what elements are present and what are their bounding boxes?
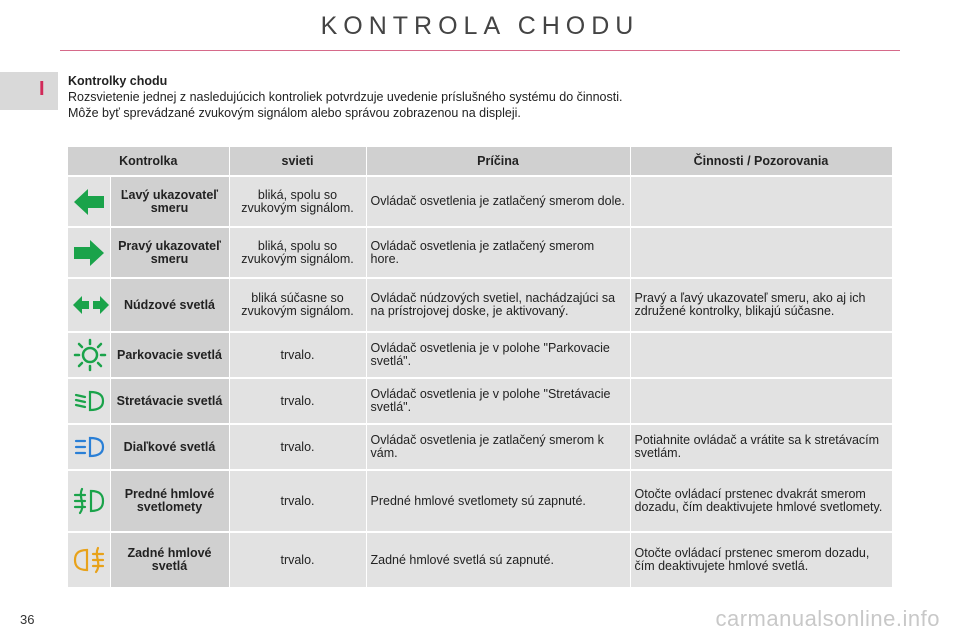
table-row [68, 378, 892, 424]
indicator-name: Ľavý ukazovateľ smeru [110, 176, 229, 227]
header-svieti: svieti [229, 147, 366, 176]
low-beam-icon [72, 389, 106, 413]
indicator-name: Zadné hmlové svetlá [110, 532, 229, 588]
page-title: KONTROLA CHODU [320, 12, 640, 40]
parking-lights-icon [72, 338, 106, 372]
table-row [68, 227, 892, 278]
indicator-name: Predné hmlové svetlomety [110, 470, 229, 532]
indicator-cause: Ovládač osvetlenia je v polohe "Stretávacie svetlá". [366, 378, 630, 424]
table-row [68, 532, 892, 588]
indicator-name: Stretávacie svetlá [110, 378, 229, 424]
intro-line-1: Rozsvietenie jednej z nasledujúcich kontroliek potvrdzuje uvedenie príslušného systému do činnosti. [68, 90, 623, 104]
table-row [68, 278, 892, 332]
indicator-lights-table [68, 147, 893, 589]
table-header-row [68, 147, 892, 176]
indicator-state: trvalo. [229, 332, 366, 378]
indicator-name: Pravý ukazovateľ smeru [110, 227, 229, 278]
title-divider [60, 50, 900, 51]
left-arrow-icon [72, 187, 106, 217]
indicator-name: Núdzové svetlá [110, 278, 229, 332]
indicator-cause: Ovládač osvetlenia je v polohe "Parkovacie svetlá". [366, 332, 630, 378]
high-beam-icon [72, 435, 106, 459]
header-cinnosti: Činnosti / Pozorovania [630, 147, 892, 176]
indicator-state: trvalo. [229, 470, 366, 532]
indicator-action: Potiahnite ovládač a vrátite sa k stretávacím svetlám. [630, 424, 892, 470]
section-heading: Kontrolky chodu [68, 74, 168, 88]
indicator-state: bliká, spolu so zvukovým signálom. [229, 227, 366, 278]
indicator-cause: Ovládač núdzových svetiel, nachádzajúci sa na prístrojovej doske, je aktivovaný. [366, 278, 630, 332]
chapter-marker: I [39, 78, 45, 100]
indicator-name: Parkovacie svetlá [110, 332, 229, 378]
indicator-cause: Predné hmlové svetlomety sú zapnuté. [366, 470, 630, 532]
indicator-cause: Zadné hmlové svetlá sú zapnuté. [366, 532, 630, 588]
table-row [68, 176, 892, 227]
right-arrow-icon [72, 238, 106, 268]
header-pricina: Príčina [366, 147, 630, 176]
indicator-cause: Ovládač osvetlenia je zatlačený smerom k vám. [366, 424, 630, 470]
watermark: carmanualsonline.info [715, 606, 940, 631]
table-row [68, 332, 892, 378]
indicator-state: trvalo. [229, 378, 366, 424]
indicator-action [630, 176, 892, 227]
indicator-action [630, 332, 892, 378]
indicator-state: bliká súčasne so zvukovým signálom. [229, 278, 366, 332]
header-kontrolka: Kontrolka [68, 147, 229, 176]
indicator-action: Pravý a ľavý ukazovateľ smeru, ako aj ich združené kontrolky, blikajú súčasne. [630, 278, 892, 332]
indicator-action [630, 378, 892, 424]
indicator-action: Otočte ovládací prstenec smerom dozadu, čím deaktivujete hmlové svetlá. [630, 532, 892, 588]
intro-text [68, 73, 918, 121]
indicator-state: trvalo. [229, 532, 366, 588]
table-row [68, 470, 892, 532]
indicator-cause: Ovládač osvetlenia je zatlačený smerom dole. [366, 176, 630, 227]
intro-line-2: Môže byť sprevádzané zvukovým signálom alebo správou zobrazenou na displeji. [68, 106, 521, 120]
rear-fog-icon [72, 546, 106, 574]
table-row [68, 424, 892, 470]
hazard-arrows-icon [72, 293, 106, 317]
indicator-name: Diaľkové svetlá [110, 424, 229, 470]
indicator-state: bliká, spolu so zvukovým signálom. [229, 176, 366, 227]
page-number: 36 [20, 612, 35, 627]
front-fog-icon [72, 487, 106, 515]
indicator-action: Otočte ovládací prstenec dvakrát smerom dozadu, čím deaktivujete hmlové svetlomety. [630, 470, 892, 532]
indicator-action [630, 227, 892, 278]
indicator-state: trvalo. [229, 424, 366, 470]
chapter-tab [0, 72, 58, 110]
indicator-cause: Ovládač osvetlenia je zatlačený smerom hore. [366, 227, 630, 278]
